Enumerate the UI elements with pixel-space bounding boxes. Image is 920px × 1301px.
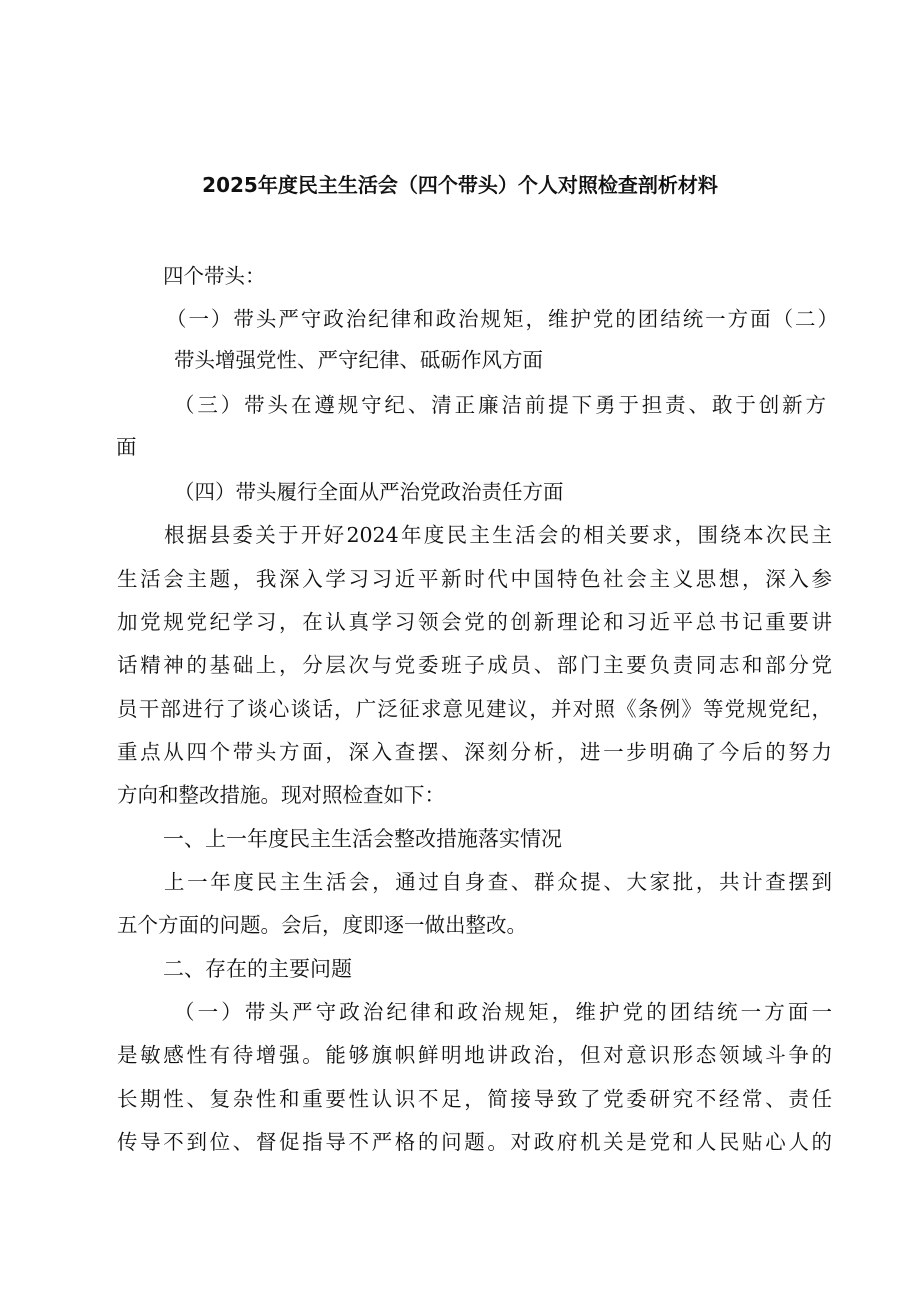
section-2-line-4: 传导不到位、督促指导不严格的问题。对政府机关是党和人民贴心人的 <box>117 1130 832 1154</box>
section-heading-1: 一、上一年度民主生活会整改措施落实情况 <box>163 827 562 851</box>
document-title: 2025年度民主生活会（四个带头）个人对照检查剖析材料 <box>202 173 718 197</box>
body-paragraph-line-3: 加党规党纪学习，在认真学习领会党的创新理论和习近平总书记重要讲 <box>117 610 832 634</box>
section-2-line-2: 是敏感性有待增强。能够旗帜鲜明地讲政治，但对意识形态领域斗争的 <box>117 1043 832 1067</box>
section-1-line-1: 上一年度民主生活会，通过自身查、群众提、大家批，共计查摆到 <box>164 870 832 894</box>
item-2-line: 带头增强党性、严守纪律、砥砺作风方面 <box>174 348 543 372</box>
section-2-line-1: （一）带头严守政治纪律和政治规矩，维护党的团结统一方面一 <box>174 1000 832 1024</box>
section-2-line-3: 长期性、复杂性和重要性认识不足，简接导致了党委研究不经常、责任 <box>117 1087 832 1111</box>
item-3-line-2: 面 <box>116 435 137 459</box>
item-3-line-1: （三）带头在遵规守纪、清正廉洁前提下勇于担责、敢于创新方 <box>174 393 826 417</box>
body-paragraph-line-4: 话精神的基础上，分层次与党委班子成员、部门主要负责同志和部分党 <box>117 653 832 677</box>
intro-label: 四个带头： <box>163 264 266 288</box>
section-1-line-2: 五个方面的问题。会后，度即逐一做出整改。 <box>117 913 527 937</box>
section-heading-2: 二、存在的主要问题 <box>163 957 352 981</box>
item-1-line-1: （一）带头严守政治纪律和政治规矩，维护党的团结统一方面（二） <box>166 307 838 331</box>
item-4-line: （四）带头履行全面从严治党政治责任方面 <box>174 480 564 504</box>
body-paragraph-line-2: 生活会主题，我深入学习习近平新时代中国特色社会主义思想，深入参 <box>117 567 832 591</box>
body-paragraph-line-7: 方向和整改措施。现对照检查如下： <box>117 783 445 807</box>
body-paragraph-line-1: 根据县委关于开好2024年度民主生活会的相关要求，围绕本次民主 <box>164 523 832 547</box>
body-paragraph-line-6: 重点从四个带头方面，深入查摆、深刻分析，进一步明确了今后的努力 <box>117 740 832 764</box>
body-paragraph-line-5: 员干部进行了谈心谈话，广泛征求意见建议，并对照《条例》等党规党纪， <box>117 697 832 721</box>
